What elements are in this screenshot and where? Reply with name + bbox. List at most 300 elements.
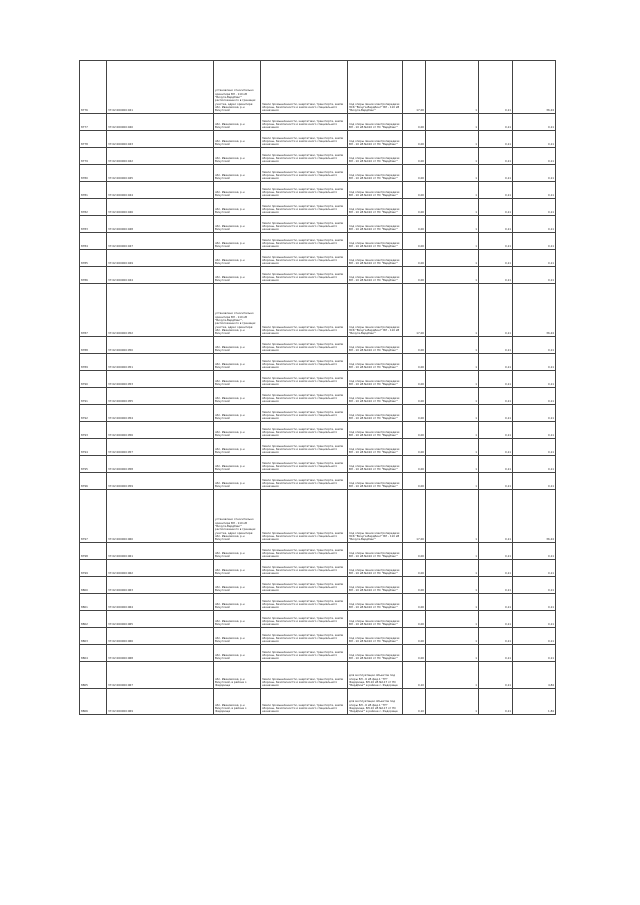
land-category-cell [260, 611, 347, 627]
area-cell-text: 17,00 [416, 108, 424, 113]
row-number [79, 405, 106, 421]
cadastral-number-text: 37:02:000000:965 [108, 622, 133, 627]
unit-cell [425, 473, 478, 489]
unit-cell-text: 1 [475, 484, 477, 489]
address-cell-text: обл. Ивановская, р-н Вичугский [215, 378, 245, 387]
address-cell [213, 114, 260, 130]
row-number-text: 8798 [81, 554, 88, 559]
unit-cell [425, 577, 478, 593]
permitted-use-cell-text: под опоры линии электропередачи ВЛ - 10 кВ №410 от ПС "Вердбинг" [349, 412, 400, 421]
unit-cell-text: 1 [475, 159, 477, 164]
row-number-text: 8788 [81, 348, 88, 353]
address-cell [213, 594, 260, 610]
land-category-cell [260, 456, 347, 472]
rate-cell-text: 0,11 [505, 348, 511, 353]
row-number-text: 8776 [81, 108, 88, 113]
total-cell-text: 0,11 [548, 399, 554, 404]
row-number [79, 543, 106, 559]
land-category-cell [260, 543, 347, 559]
land-category-cell-text: Земли промышленности, энергетики, транспорта, земли обороны, безопасности и земли иного специального назначения [262, 702, 344, 714]
permitted-use-cell-text: под опоры линии электропередачи ВЛ - 10 кВ №410 от ПС "Вердбинг" [349, 480, 400, 489]
row-number-text: 8796 [81, 484, 88, 489]
address-cell-text: обл. Ивановская, р-н Вичугский [215, 635, 245, 644]
total-cell [512, 267, 556, 283]
total-cell [512, 490, 556, 542]
unit-cell-text: 1 [475, 261, 477, 266]
area-cell [402, 148, 425, 164]
land-category-cell-text: Земли промышленности, энергетики, транспорта, земли обороны, безопасности и земли иного специального назначения [262, 375, 344, 387]
rate-cell [478, 689, 512, 714]
permitted-use-cell [347, 490, 402, 542]
rate-cell-text: 0,11 [505, 278, 511, 283]
cadastral-number-text: 37:02:000000:964 [108, 605, 133, 610]
total-cell [512, 388, 556, 404]
unit-cell-text: 1 [475, 683, 477, 688]
unit-cell [425, 645, 478, 661]
row-number-text: 8795 [81, 467, 88, 472]
cadastral-number [106, 199, 213, 215]
total-cell-text: 0,11 [548, 125, 554, 130]
table-row [79, 455, 556, 472]
rate-cell-text: 0,11 [505, 125, 511, 130]
address-cell-text: обл. Ивановская, р-н Вичугский [215, 463, 245, 472]
cadastral-number [106, 131, 213, 147]
permitted-use-cell-text: под опоры линии электропередачи ВЛ - 10 кВ №410 от ПС "Вердбинг" [349, 429, 400, 438]
address-cell-text: обл. Ивановская, р-н Вичугский, в районе с. Федорище [215, 676, 248, 688]
row-number-text: 8802 [81, 622, 88, 627]
address-cell-text: обл. Ивановская, р-н Вичугский [215, 223, 245, 232]
land-category-cell [260, 628, 347, 644]
total-cell-text: 0,11 [548, 382, 554, 387]
row-number-text: 8800 [81, 588, 88, 593]
permitted-use-cell [347, 645, 402, 661]
total-cell-text: 36,24 [546, 108, 554, 113]
land-category-cell-text: Земли промышленности, энергетики, транспорта, земли обороны, безопасности и земли иного специального назначения [262, 254, 344, 266]
unit-cell-text: 1 [475, 142, 477, 147]
address-cell [213, 388, 260, 404]
row-number [79, 371, 106, 387]
permitted-use-cell-text: под опоры линии электропередачи ВЛ - 10 кВ №410 от ПС "Вердбинг" [349, 378, 400, 387]
permitted-use-cell [347, 371, 402, 387]
permitted-use-cell-text: под опоры линии электропередачи ВЛ - 10 кВ №410 от ПС "Вердбинг" [349, 344, 400, 353]
rate-cell-text: 0,11 [505, 537, 511, 542]
table-row [79, 147, 556, 164]
cadastral-number-text: 37:02:000000:944 [108, 193, 133, 198]
rate-cell-text: 0,11 [505, 467, 511, 472]
land-category-cell-text: Земли промышленности, энергетики, транспорта, земли обороны, безопасности и земли иного специального назначения [262, 547, 344, 559]
total-cell-text: 0,11 [548, 588, 554, 593]
unit-cell [425, 456, 478, 472]
unit-cell [425, 689, 478, 714]
total-cell-text: 0,11 [548, 571, 554, 576]
permitted-use-cell [347, 61, 402, 113]
area-cell [402, 371, 425, 387]
cadastral-number [106, 388, 213, 404]
unit-cell [425, 405, 478, 421]
total-cell [512, 577, 556, 593]
cadastral-number-text: 37:02:000000:942 [108, 159, 133, 164]
rate-cell-text: 0,11 [505, 244, 511, 249]
table-row [79, 489, 556, 542]
permitted-use-cell [347, 165, 402, 181]
permitted-use-cell-text: под опоры линии электропередачи ВЛ - 10 кВ №410 от ПС "Вердбинг" [349, 189, 400, 198]
land-category-cell-text: Земли промышленности, энергетики, транспорта, земли обороны, безопасности и земли иного специального назначения [262, 477, 344, 489]
land-category-cell [260, 405, 347, 421]
unit-cell-text: 1 [475, 639, 477, 644]
permitted-use-cell [347, 594, 402, 610]
unit-cell-text: 1 [475, 176, 477, 181]
address-cell [213, 490, 260, 542]
area-cell-text: 0,00 [418, 416, 424, 421]
cadastral-number-text: 37:02:000000:948 [108, 227, 133, 232]
total-cell [512, 337, 556, 353]
cadastral-number [106, 182, 213, 198]
total-cell [512, 456, 556, 472]
row-number [79, 594, 106, 610]
area-cell [402, 165, 425, 181]
address-cell [213, 267, 260, 283]
total-cell-text: 0,11 [548, 348, 554, 353]
total-cell-text: 0,11 [548, 193, 554, 198]
table-row [79, 644, 556, 661]
permitted-use-cell-text: под опоры линии электропередачи ВЛ - 10 кВ №410 от ПС "Вердбинг" [349, 223, 400, 232]
permitted-use-cell [347, 543, 402, 559]
cadastral-number-text: 37:02:000000:952 [108, 331, 133, 336]
area-cell [402, 284, 425, 336]
area-cell-text: 0,00 [418, 588, 424, 593]
land-category-cell [260, 337, 347, 353]
area-cell-text: 0,00 [418, 125, 424, 130]
table-row [79, 130, 556, 147]
land-category-cell-text: Земли промышленности, энергетики, транспорта, земли обороны, безопасности и земли иного специального назначения [262, 271, 344, 283]
permitted-use-cell [347, 439, 402, 455]
area-cell [402, 490, 425, 542]
row-number-text: 8777 [81, 125, 88, 130]
total-cell [512, 543, 556, 559]
row-number [79, 114, 106, 130]
rate-cell-text: 0,11 [505, 709, 511, 714]
rate-cell [478, 337, 512, 353]
row-number-text: 8787 [81, 331, 88, 336]
cadastral-number [106, 611, 213, 627]
cadastral-number [106, 284, 213, 336]
row-number-text: 8790 [81, 382, 88, 387]
total-cell [512, 422, 556, 438]
land-category-cell-text: Земли промышленности, энергетики, транспорта, земли обороны, безопасности и земли иного специального назначения [262, 118, 344, 130]
area-cell [402, 560, 425, 576]
cadastral-number-text: 37:02:000000:951 [108, 365, 133, 370]
area-cell-text: 0,00 [418, 244, 424, 249]
permitted-use-cell-text: под опоры линии электропередачи ЭСК "Вичуга-Вердбинг" ВЛ - 110 кВ "Вичуга-Вердбинг" [349, 101, 400, 113]
permitted-use-cell-text: под опоры линии электропередачи ЭСК "Вичуга-Вердбинг" ВЛ - 110 кВ "Вичуга-Вердбинг" [349, 324, 400, 336]
address-cell-text: обл. Ивановская, р-н Вичугский, в районе с. Федорище [215, 702, 248, 714]
rate-cell [478, 354, 512, 370]
area-cell [402, 473, 425, 489]
address-cell [213, 216, 260, 232]
rate-cell [478, 284, 512, 336]
unit-cell-text: 1 [475, 210, 477, 215]
rate-cell [478, 233, 512, 249]
address-cell [213, 165, 260, 181]
address-cell-text: обл. Ивановская, р-н Вичугский [215, 155, 245, 164]
unit-cell [425, 628, 478, 644]
rate-cell [478, 490, 512, 542]
unit-cell [425, 61, 478, 113]
total-cell [512, 284, 556, 336]
unit-cell-text: 1 [475, 193, 477, 198]
address-cell-text: установлено относительно ориентира ВЛ - 110 кВ "Вичуга-Вердбинг" расположенного в границах участка, адрес ориентира: обл. Ивановская, р-н Вичугский [215, 88, 256, 113]
unit-cell-text: 1 [475, 554, 477, 559]
land-category-cell [260, 354, 347, 370]
rate-cell [478, 114, 512, 130]
total-cell-text: 0,11 [548, 450, 554, 455]
unit-cell-text: 1 [475, 399, 477, 404]
area-cell [402, 456, 425, 472]
total-cell [512, 594, 556, 610]
table-row [79, 421, 556, 438]
address-cell [213, 577, 260, 593]
rate-cell-text: 0,11 [505, 159, 511, 164]
cadastral-number-text: 37:02:000000:945 [108, 176, 133, 181]
table-row [79, 60, 556, 113]
address-cell [213, 439, 260, 455]
rate-cell [478, 182, 512, 198]
row-number [79, 388, 106, 404]
row-number [79, 577, 106, 593]
row-number [79, 439, 106, 455]
area-cell-text: 0,00 [418, 571, 424, 576]
permitted-use-cell [347, 560, 402, 576]
area-cell-text: 0,00 [418, 450, 424, 455]
cadastral-number [106, 337, 213, 353]
rate-cell [478, 422, 512, 438]
unit-cell-text: 1 [475, 108, 477, 113]
cadastral-number [106, 216, 213, 232]
total-cell [512, 439, 556, 455]
address-cell [213, 371, 260, 387]
unit-cell-text: 1 [475, 244, 477, 249]
land-category-cell [260, 199, 347, 215]
address-cell [213, 611, 260, 627]
row-number-text: 8784 [81, 244, 88, 249]
area-cell-text: 0,00 [418, 399, 424, 404]
permitted-use-cell [347, 267, 402, 283]
land-category-cell-text: Земли промышленности, энергетики, транспорта, земли обороны, безопасности и земли иного специального назначения [262, 632, 344, 644]
rate-cell [478, 61, 512, 113]
land-category-cell-text: Земли промышленности, энергетики, транспорта, земли обороны, безопасности и земли иного специального назначения [262, 169, 344, 181]
unit-cell-text: 1 [475, 227, 477, 232]
area-cell-text: 0,00 [418, 159, 424, 164]
unit-cell [425, 233, 478, 249]
permitted-use-cell [347, 182, 402, 198]
address-cell-text: обл. Ивановская, р-н Вичугский [215, 240, 245, 249]
row-number-text: 8783 [81, 227, 88, 232]
rate-cell [478, 250, 512, 266]
cadastral-number-text: 37:02:000000:963 [108, 588, 133, 593]
area-cell-text: 0,00 [418, 484, 424, 489]
cadastral-number [106, 61, 213, 113]
rate-cell-text: 0,11 [505, 142, 511, 147]
address-cell-text: обл. Ивановская, р-н Вичугский [215, 189, 245, 198]
land-category-cell-text: Земли промышленности, энергетики, транспорта, земли обороны, безопасности и земли иного специального назначения [262, 341, 344, 353]
row-number [79, 354, 106, 370]
row-number [79, 662, 106, 688]
row-number [79, 490, 106, 542]
rate-cell-text: 0,11 [505, 588, 511, 593]
unit-cell-text: 1 [475, 416, 477, 421]
cadastral-number [106, 165, 213, 181]
land-category-cell [260, 594, 347, 610]
area-cell-text: 0,00 [418, 193, 424, 198]
land-category-cell [260, 114, 347, 130]
table-row [79, 404, 556, 421]
row-number [79, 560, 106, 576]
permitted-use-cell-text: под опоры линии электропередачи ВЛ - 10 кВ №410 от ПС "Вердбинг" [349, 155, 400, 164]
total-cell [512, 662, 556, 688]
area-cell [402, 662, 425, 688]
land-category-cell-text: Земли промышленности, энергетики, транспорта, земли обороны, безопасности и земли иного специального назначения [262, 426, 344, 438]
cadastral-number-text: 37:02:000000:950 [108, 348, 133, 353]
total-cell-text: 0,11 [548, 554, 554, 559]
address-cell-text: обл. Ивановская, р-н Вичугский [215, 550, 245, 559]
area-cell-text: 0,10 [418, 709, 424, 714]
total-cell-text: 1,84 [548, 709, 554, 714]
row-number-text: 8803 [81, 639, 88, 644]
area-cell [402, 577, 425, 593]
row-number-text: 8780 [81, 176, 88, 181]
total-cell-text: 0,11 [548, 484, 554, 489]
rate-cell-text: 0,11 [505, 450, 511, 455]
rate-cell-text: 0,11 [505, 176, 511, 181]
land-category-cell-text: Земли промышленности, энергетики, транспорта, земли обороны, безопасности и земли иного специального назначения [262, 135, 344, 147]
land-category-cell-text: Земли промышленности, энергетики, транспорта, земли обороны, безопасности и земли иного специального назначения [262, 358, 344, 370]
rate-cell [478, 439, 512, 455]
permitted-use-cell [347, 456, 402, 472]
address-cell [213, 645, 260, 661]
address-cell-text: установлено относительно ориентира ВЛ - 110 кВ "Вичуга-Вердбинг" расположенного в границах участка, адрес ориентира: обл. Ивановская, р-н Вичугский [215, 517, 256, 542]
cadastral-number [106, 645, 213, 661]
cadastral-number-text: 37:02:000000:961 [108, 554, 133, 559]
unit-cell-text: 1 [475, 125, 477, 130]
cadastral-number-text: 37:02:000000:944 [108, 278, 133, 283]
area-cell [402, 405, 425, 421]
row-number [79, 148, 106, 164]
permitted-use-cell [347, 689, 402, 714]
table-row [79, 438, 556, 455]
total-cell-text: 0,11 [548, 227, 554, 232]
unit-cell [425, 216, 478, 232]
row-number [79, 284, 106, 336]
rate-cell-text: 0,11 [505, 382, 511, 387]
permitted-use-cell-text: под опоры линии электропередачи ВЛ - 10 кВ №410 от ПС "Вердбинг" [349, 240, 400, 249]
total-cell-text: 0,11 [548, 142, 554, 147]
table-row [79, 610, 556, 627]
area-cell-text: 0,10 [418, 683, 424, 688]
land-category-cell-text: Земли промышленности, энергетики, транспорта, земли обороны, безопасности и земли иного специального назначения [262, 186, 344, 198]
area-cell-text: 17,00 [416, 537, 424, 542]
cadastral-number-text: 37:02:000000:949 [108, 261, 133, 266]
land-category-cell [260, 388, 347, 404]
area-cell [402, 422, 425, 438]
land-registry-table [79, 60, 556, 715]
address-cell [213, 354, 260, 370]
rate-cell [478, 560, 512, 576]
cadastral-number-text: 37:02:000000:943 [108, 142, 133, 147]
land-category-cell-text: Земли промышленности, энергетики, транспорта, земли обороны, безопасности и земли иного специального назначения [262, 443, 344, 455]
total-cell-text: 0,11 [548, 416, 554, 421]
land-category-cell [260, 473, 347, 489]
area-cell [402, 337, 425, 353]
unit-cell [425, 182, 478, 198]
unit-cell [425, 284, 478, 336]
cadastral-number-text: 37:02:000000:967 [108, 683, 133, 688]
table-row [79, 164, 556, 181]
total-cell [512, 114, 556, 130]
rate-cell [478, 405, 512, 421]
rate-cell-text: 0,11 [505, 639, 511, 644]
area-cell-text: 0,00 [418, 639, 424, 644]
rate-cell-text: 0,11 [505, 433, 511, 438]
rate-cell [478, 628, 512, 644]
total-cell [512, 216, 556, 232]
address-cell [213, 337, 260, 353]
permitted-use-cell [347, 577, 402, 593]
permitted-use-cell [347, 114, 402, 130]
permitted-use-cell [347, 250, 402, 266]
permitted-use-cell-text: под опоры линии электропередачи ВЛ - 10 кВ №410 от ПС "Вердбинг" [349, 652, 400, 661]
unit-cell-text: 1 [475, 622, 477, 627]
row-number-text: 8786 [81, 278, 88, 283]
row-number-text: 8779 [81, 159, 88, 164]
total-cell [512, 61, 556, 113]
unit-cell [425, 267, 478, 283]
land-category-cell-text: Земли промышленности, энергетики, транспорта, земли обороны, безопасности и земли иного специального назначения [262, 203, 344, 215]
row-number [79, 645, 106, 661]
area-cell [402, 689, 425, 714]
table-row [79, 113, 556, 130]
rate-cell [478, 662, 512, 688]
land-category-cell-text: Земли промышленности, энергетики, транспорта, земли обороны, безопасности и земли иного специального назначения [262, 392, 344, 404]
address-cell [213, 250, 260, 266]
total-cell-text: 0,11 [548, 656, 554, 661]
row-number-text: 8781 [81, 193, 88, 198]
rate-cell-text: 0,11 [505, 484, 511, 489]
address-cell [213, 131, 260, 147]
address-cell [213, 182, 260, 198]
land-category-cell-text: Земли промышленности, энергетики, транспорта, земли обороны, безопасности и земли иного специального назначения [262, 324, 344, 336]
unit-cell-text: 1 [475, 656, 477, 661]
permitted-use-cell [347, 284, 402, 336]
unit-cell-text: 1 [475, 278, 477, 283]
area-cell [402, 216, 425, 232]
unit-cell-text: 1 [475, 571, 477, 576]
total-cell [512, 689, 556, 714]
rate-cell-text: 0,11 [505, 656, 511, 661]
rate-cell-text: 0,11 [505, 683, 511, 688]
total-cell-text: 0,11 [548, 622, 554, 627]
address-cell-text: обл. Ивановская, р-н Вичугский [215, 412, 245, 421]
area-cell-text: 0,00 [418, 261, 424, 266]
cadastral-number [106, 560, 213, 576]
rate-cell [478, 165, 512, 181]
rate-cell [478, 594, 512, 610]
row-number [79, 628, 106, 644]
land-category-cell-text: Земли промышленности, энергетики, транспорта, земли обороны, безопасности и земли иного специального назначения [262, 649, 344, 661]
unit-cell [425, 148, 478, 164]
table-row [79, 559, 556, 576]
unit-cell [425, 250, 478, 266]
table-row [79, 266, 556, 283]
